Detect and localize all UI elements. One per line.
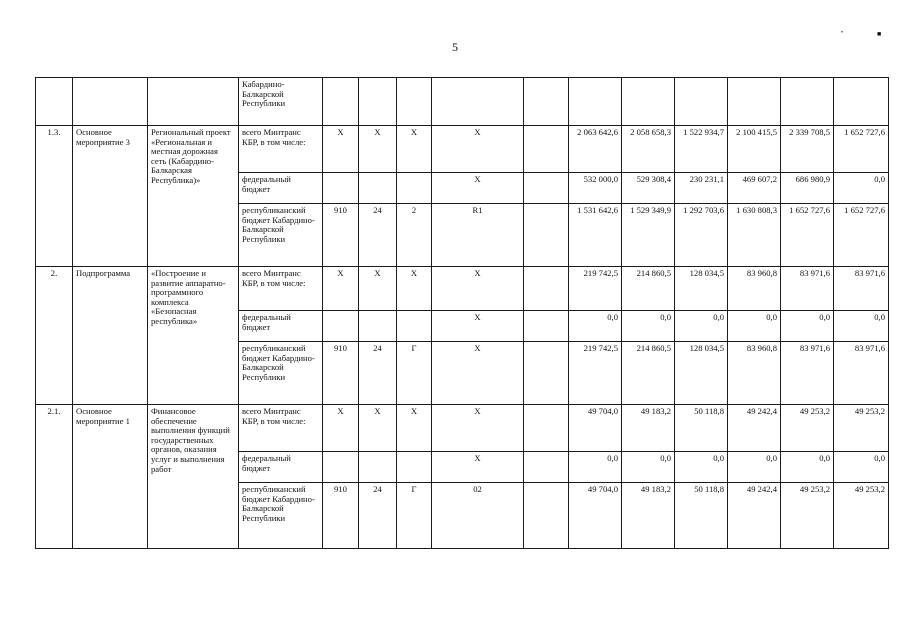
rz-code-cell: 24 — [359, 483, 397, 549]
amount-cell: 2 063 642,6 — [569, 126, 622, 173]
funding-source-cell: федеральный бюджет — [239, 452, 323, 483]
pr-code-cell: Х — [397, 267, 432, 311]
amount-cell: 0,0 — [622, 452, 675, 483]
amount-cell: 1 292 703,6 — [675, 204, 728, 267]
amount-cell: 1 652 727,6 — [781, 204, 834, 267]
item-number-cell: 1.3. — [36, 126, 73, 267]
amount-cell: 0,0 — [728, 452, 781, 483]
csr-code-cell: Х — [432, 405, 524, 452]
item-number-cell: 2. — [36, 267, 73, 405]
csr-code-cell: Х — [432, 452, 524, 483]
amount-cell: 214 860,5 — [622, 342, 675, 405]
csr-code-cell: R1 — [432, 204, 524, 267]
vr-code-cell — [524, 126, 569, 173]
page-number: 5 — [452, 40, 458, 54]
funding-source-cell: Кабардино-Балкарской Республики — [239, 78, 323, 126]
vr-code-cell — [524, 311, 569, 342]
amount-cell: 0,0 — [781, 311, 834, 342]
corner-mark: ■ — [877, 30, 882, 38]
grbs-code-cell: Х — [323, 126, 359, 173]
amount-cell: 49 253,2 — [834, 405, 889, 452]
budget-table — [35, 77, 889, 549]
pr-code-cell — [397, 452, 432, 483]
rz-code-cell — [359, 311, 397, 342]
amount-cell: 50 118,8 — [675, 483, 728, 549]
vr-code-cell — [524, 405, 569, 452]
amount-cell: 49 704,0 — [569, 405, 622, 452]
item-name-cell: Финансовое обеспечение выполнения функций государственных органов, оказания услуг и выполнения работ — [148, 405, 239, 549]
table-row — [36, 405, 889, 452]
grbs-code-cell — [323, 452, 359, 483]
amount-cell: 1 652 727,6 — [834, 204, 889, 267]
rz-code-cell — [359, 452, 397, 483]
csr-code-cell: Х — [432, 173, 524, 204]
amount-cell: 0,0 — [675, 311, 728, 342]
rz-code-cell: Х — [359, 267, 397, 311]
grbs-code-cell: Х — [323, 267, 359, 311]
rz-code-cell: Х — [359, 405, 397, 452]
funding-source-cell: всего Минтранс КБР, в том числе: — [239, 405, 323, 452]
amount-cell: 0,0 — [834, 311, 889, 342]
amount-cell: 1 522 934,7 — [675, 126, 728, 173]
vr-code-cell — [524, 452, 569, 483]
csr-code-cell: 02 — [432, 483, 524, 549]
amount-cell: 128 034,5 — [675, 342, 728, 405]
item-name-cell: «Построение и развитие аппаратно-программного комплекса «Безопасная республика» — [148, 267, 239, 405]
amount-cell: 83 960,8 — [728, 267, 781, 311]
csr-code-cell: Х — [432, 126, 524, 173]
amount-cell: 2 100 415,5 — [728, 126, 781, 173]
item-number-cell: 2.1. — [36, 405, 73, 549]
amount-cell: 0,0 — [834, 173, 889, 204]
amount-cell: 230 231,1 — [675, 173, 728, 204]
item-status-cell: Подпрограмма — [73, 267, 148, 405]
amount-cell: 83 960,8 — [728, 342, 781, 405]
grbs-code-cell: 910 — [323, 483, 359, 549]
grbs-code-cell: Х — [323, 405, 359, 452]
amount-cell: 214 860,5 — [622, 267, 675, 311]
vr-code-cell — [524, 483, 569, 549]
amount-cell: 49 242,4 — [728, 405, 781, 452]
amount-cell: 0,0 — [781, 452, 834, 483]
funding-source-cell: республиканский бюджет Кабардино-Балкарской Республики — [239, 483, 323, 549]
grbs-code-cell — [323, 311, 359, 342]
rz-code-cell: Х — [359, 126, 397, 173]
pr-code-cell — [397, 173, 432, 204]
amount-cell: 49 704,0 — [569, 483, 622, 549]
amount-cell: 83 971,6 — [781, 267, 834, 311]
amount-cell: 0,0 — [569, 452, 622, 483]
funding-source-cell: всего Минтранс КБР, в том числе: — [239, 126, 323, 173]
pr-code-cell: 2 — [397, 204, 432, 267]
item-name-cell: Региональный проект «Региональная и местная дорожная сеть (Кабардино-Балкарская Республика)» — [148, 126, 239, 267]
funding-source-cell: федеральный бюджет — [239, 173, 323, 204]
amount-cell: 83 971,6 — [834, 267, 889, 311]
amount-cell: 0,0 — [622, 311, 675, 342]
amount-cell: 83 971,6 — [781, 342, 834, 405]
table-row — [36, 267, 889, 311]
amount-cell: 49 253,2 — [834, 483, 889, 549]
item-status-cell: Основное мероприятие 1 — [73, 405, 148, 549]
csr-code-cell: Х — [432, 267, 524, 311]
amount-cell: 1 652 727,6 — [834, 126, 889, 173]
amount-cell: 2 339 708,5 — [781, 126, 834, 173]
amount-cell: 219 742,5 — [569, 342, 622, 405]
amount-cell: 0,0 — [675, 452, 728, 483]
csr-code-cell: Х — [432, 311, 524, 342]
pr-code-cell — [397, 311, 432, 342]
csr-code-cell: Х — [432, 342, 524, 405]
vr-code-cell — [524, 204, 569, 267]
item-status-cell: Основное мероприятие 3 — [73, 126, 148, 267]
grbs-code-cell — [323, 173, 359, 204]
rz-code-cell: 24 — [359, 204, 397, 267]
amount-cell: 532 000,0 — [569, 173, 622, 204]
funding-source-cell: республиканский бюджет Кабардино-Балкарской Республики — [239, 342, 323, 405]
pr-code-cell: Х — [397, 126, 432, 173]
vr-code-cell — [524, 173, 569, 204]
grbs-code-cell: 910 — [323, 204, 359, 267]
rz-code-cell — [359, 173, 397, 204]
amount-cell: 0,0 — [728, 311, 781, 342]
amount-cell: 219 742,5 — [569, 267, 622, 311]
amount-cell: 1 531 642,6 — [569, 204, 622, 267]
corner-mark: '' — [841, 30, 844, 38]
funding-source-cell: республиканский бюджет Кабардино-Балкарской Республики — [239, 204, 323, 267]
amount-cell: 529 308,4 — [622, 173, 675, 204]
pr-code-cell: Г — [397, 342, 432, 405]
amount-cell: 49 183,2 — [622, 483, 675, 549]
amount-cell: 49 253,2 — [781, 483, 834, 549]
amount-cell: 2 058 658,3 — [622, 126, 675, 173]
amount-cell: 1 630 808,3 — [728, 204, 781, 267]
amount-cell: 83 971,6 — [834, 342, 889, 405]
table-row-continuation — [36, 78, 889, 126]
amount-cell: 1 529 349,9 — [622, 204, 675, 267]
amount-cell: 0,0 — [834, 452, 889, 483]
amount-cell: 50 118,8 — [675, 405, 728, 452]
table-row — [36, 126, 889, 173]
funding-source-cell: федеральный бюджет — [239, 311, 323, 342]
amount-cell: 49 242,4 — [728, 483, 781, 549]
funding-source-cell: всего Минтранс КБР, в том числе: — [239, 267, 323, 311]
amount-cell: 686 980,9 — [781, 173, 834, 204]
amount-cell: 0,0 — [569, 311, 622, 342]
rz-code-cell: 24 — [359, 342, 397, 405]
pr-code-cell: Х — [397, 405, 432, 452]
grbs-code-cell: 910 — [323, 342, 359, 405]
amount-cell: 469 607,2 — [728, 173, 781, 204]
amount-cell: 49 253,2 — [781, 405, 834, 452]
vr-code-cell — [524, 342, 569, 405]
amount-cell: 49 183,2 — [622, 405, 675, 452]
pr-code-cell: Г — [397, 483, 432, 549]
vr-code-cell — [524, 267, 569, 311]
amount-cell: 128 034,5 — [675, 267, 728, 311]
